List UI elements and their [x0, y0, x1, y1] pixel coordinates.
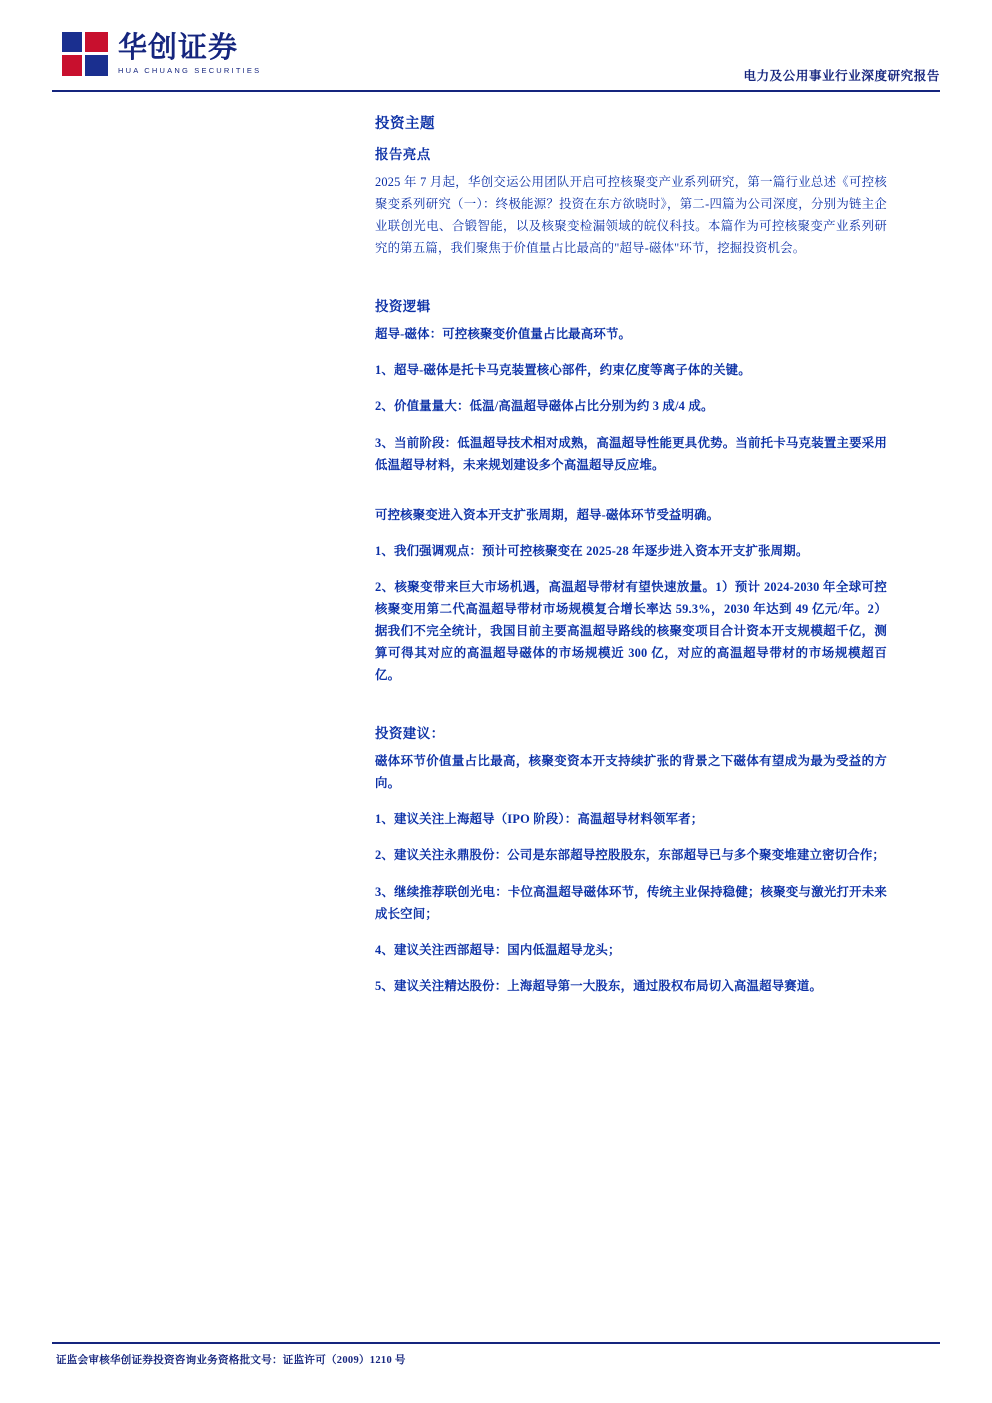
capex-item-2: 2、核聚变带来巨大市场机遇，高温超导带材有望快速放量。1）预计 2024-2030 年全球可控核聚变用第二代高温超导带材市场规模复合增长率达 59.3%，2030 年达到 49 亿元/年。2）据我们不完全统计，我国目前主要高温超导路线的核聚变项目合计资本开支规模超千亿，测算可得其对应的高温超导磁体的市场规模近 300 亿，对应的高温超导带材的市场规模超百亿。	[375, 579, 887, 683]
highlights-heading: 报告亮点	[375, 147, 431, 162]
advice-lead: 磁体环节价值量占比最高，核聚变资本开支持续扩张的背景之下磁体有望成为最为受益的方向。	[375, 754, 887, 791]
logic-heading: 投资逻辑	[375, 299, 431, 315]
capex-item-1: 1、我们强调观点：预计可控核聚变在 2025-28 年逐步进入资本开支扩张周期。	[375, 543, 809, 558]
company-logo	[62, 28, 261, 80]
page-header	[0, 0, 992, 96]
header-divider	[52, 90, 940, 92]
footer-disclaimer: 证监会审核华创证券投资咨询业务资格批文号：证监许可（2009）1210 号	[56, 1355, 406, 1366]
footer-divider	[52, 1342, 940, 1344]
advice-item-4: 4、建议关注西部超导：国内低温超导龙头；	[375, 942, 621, 957]
main-content	[375, 112, 887, 1011]
advice-heading: 投资建议：	[375, 726, 445, 742]
page-title: 投资主题	[375, 116, 435, 132]
capex-lead: 可控核聚变进入资本开支扩张周期，超导-磁体环节受益明确。	[375, 507, 720, 522]
advice-item-3: 3、继续推荐联创光电：卡位高温超导磁体环节，传统主业保持稳健；核聚变与激光打开未来成长空间；	[375, 884, 887, 921]
advice-item-1: 1、建议关注上海超导（IPO 阶段）：高温超导材料领军者；	[375, 812, 704, 827]
logo-mark-icon	[62, 32, 108, 76]
logic-item-2: 2、价值量量大：低温/高温超导磁体占比分别为约 3 成/4 成。	[375, 399, 714, 414]
report-type-label: 电力及公用事业行业深度研究报告	[743, 69, 940, 83]
logic-item-3: 3、当前阶段：低温超导技术相对成熟，高温超导性能更具优势。当前托卡马克装置主要采用低温超导材料，未来规划建设多个高温超导反应堆。	[375, 435, 887, 472]
highlights-paragraph: 2025 年 7 月起，华创交运公用团队开启可控核聚变产业系列研究，第一篇行业总述《可控核聚变系列研究（一）：终极能源？投资在东方欲晓时》，第二-四篇为公司深度，分别为链主企业联创光电、合锻智能，以及核聚变检漏领域的皖仪科技。本篇作为可控核聚变产业系列研究的第五篇，我们聚焦于价值量占比最高的"超导-磁体"环节，挖掘投资机会。	[375, 175, 887, 256]
advice-item-5: 5、建议关注精达股份：上海超导第一大股东，通过股权布局切入高温超导赛道。	[375, 978, 823, 993]
advice-item-2: 2、建议关注永鼎股份：公司是东部超导控股股东，东部超导已与多个聚变堆建立密切合作；	[375, 848, 886, 863]
logic-item-1: 1、超导-磁体是托卡马克装置核心部件，约束亿度等离子体的关键。	[375, 363, 751, 378]
logic-lead: 超导-磁体：可控核聚变价值量占比最高环节。	[375, 327, 632, 342]
logo-title-en: HUA CHUANG SECURITIES	[118, 66, 262, 76]
logo-title-cn: 华创证券	[118, 31, 239, 64]
